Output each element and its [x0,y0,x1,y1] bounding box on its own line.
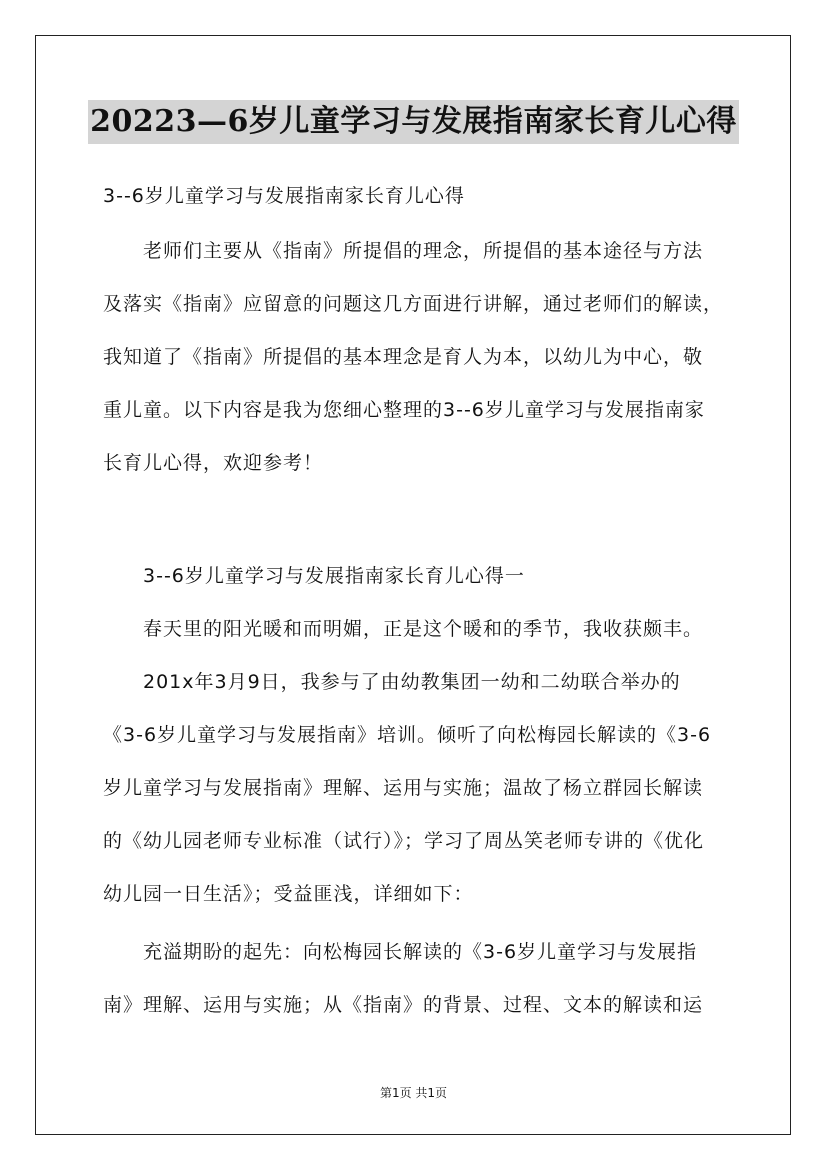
paragraph-2: 春天里的阳光暖和而明媚，正是这个暖和的季节，我收获颇丰。 [143,618,704,640]
document-title: 20223—6岁儿童学习与发展指南家长育儿心得 [88,100,739,144]
paragraph-3-line-5: 幼儿园一日生活》；受益匪浅，详细如下： [103,883,474,905]
paragraph-3-line-4: 的《幼儿园老师专业标准（试行）》；学习了周丛笑老师专讲的《优化 [103,830,705,852]
paragraph-3-line-1: 201x年3月9日，我参与了由幼教集团一幼和二幼联合举办的 [143,671,681,693]
paragraph-4-line-1: 充溢期盼的起先：向松梅园长解读的《3-6岁儿童学习与发展指 [143,941,698,963]
paragraph-1-line-1: 老师们主要从《指南》所提倡的理念，所提倡的基本途径与方法 [143,240,704,262]
paragraph-3-line-2: 《3-6岁儿童学习与发展指南》培训。倾听了向松梅园长解读的《3-6 [103,724,712,746]
paragraph-4-line-2: 南》理解、运用与实施；从《指南》的背景、过程、文本的解读和运 [103,994,704,1016]
page-footer: 第1页 共1页 [379,1086,448,1100]
section-heading: 3--6岁儿童学习与发展指南家长育儿心得一 [143,565,525,587]
paragraph-1-line-3: 我知道了《指南》所提倡的基本理念是育人为本，以幼儿为中心，敬 [103,346,704,368]
paragraph-3-line-3: 岁儿童学习与发展指南》理解、运用与实施；温故了杨立群园长解读 [103,777,704,799]
paragraph-1-line-2: 及落实《指南》应留意的问题这几方面进行讲解，通过老师们的解读， [103,293,724,315]
paragraph-1-line-4: 重儿童。以下内容是我为您细心整理的3--6岁儿童学习与发展指南家 [103,399,705,421]
subtitle: 3--6岁儿童学习与发展指南家长育儿心得 [103,185,465,207]
paragraph-1-line-5: 长育儿心得，欢迎参考！ [103,452,324,474]
